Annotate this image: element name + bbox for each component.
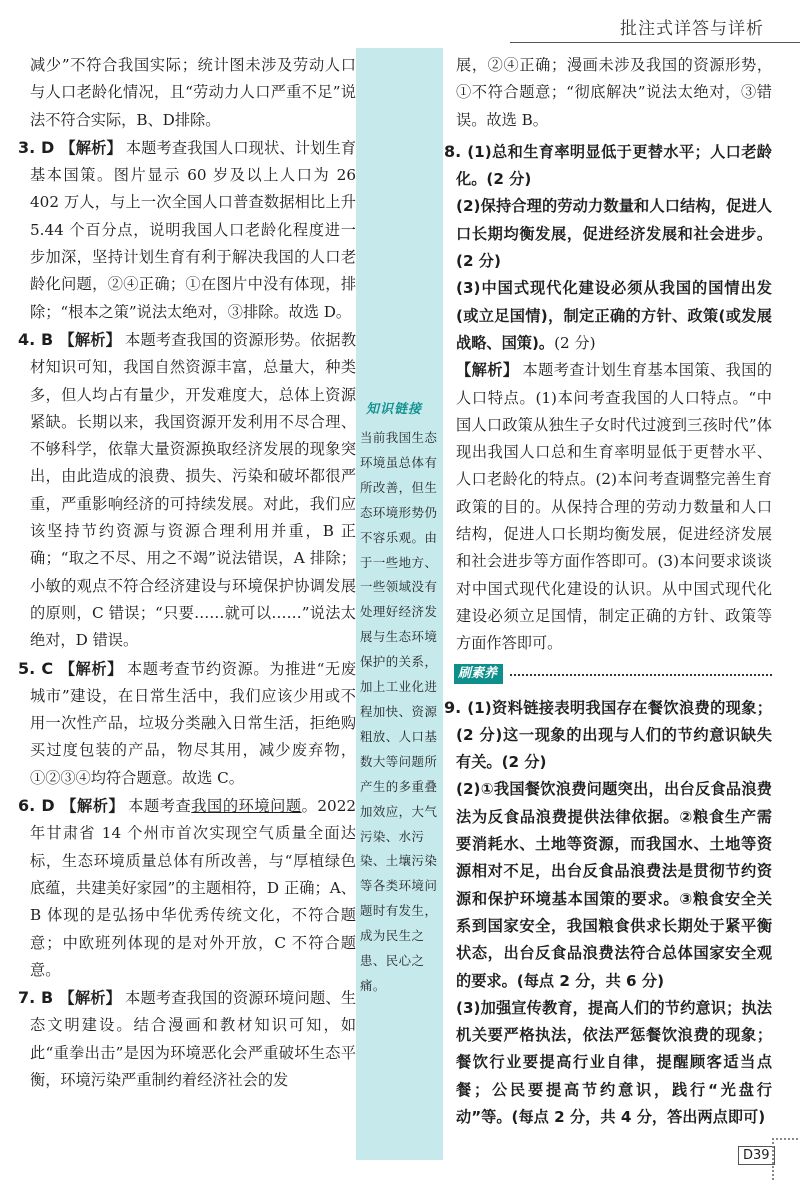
answer-text-underlined: 我国的环境问题 (191, 797, 302, 816)
analysis-label: 【解析】 (59, 989, 122, 1008)
analysis-label: 【解析】 (60, 138, 122, 157)
answer-text: 本题考查我国的资源环境问题、生态文明建设。结合漫画和教材知识可知，如此“重拳出击”是因为环境恶化会严重破坏生态平衡，环境污染严重制约着经济社会的发 (30, 989, 357, 1089)
answer-text-post: 。2022 年甘肃省 14 个州市首次实现空气质量全面达标，生态环境质量总体有所改善，与“厚植绿色底蕴，共建美好家园”的主题相符，D 正确；A、B 体现的是弘扬中华优秀传统文化，不符合题意；中欧班列体现的是对外开放，C 不符合题意。 (30, 797, 357, 979)
answer-number: 8. (444, 141, 462, 161)
section-divider (454, 662, 772, 688)
knowledge-link-title: 知识链接 (366, 402, 423, 417)
answer-number: 5. C (18, 658, 54, 678)
knowledge-link-text: 当前我国生态环境虽总体有所改善，但生态环境形势仍不容乐观。由于一些地方、一些领域没有处理好经济发展与生态环境保护的关系，加上工业化进程加快、资源粗放、人口基数大等问题所产生的多重叠加效应，大气污染、水污染、土壤污染等各类环境问题时有发生，成为民生之患、民心之痛。 (360, 430, 438, 993)
analysis-label: 【解析】 (59, 659, 123, 678)
left-intro: 减少”不符合我国实际；统计图未涉及劳动人口与人口老龄化情况，且“劳动力人口严重不足”说法不符合实际，B、D排除。 (30, 56, 356, 129)
knowledge-link-sidebar (356, 48, 443, 1160)
analysis-label: 【解析】 (60, 797, 125, 816)
dotted-rule (510, 674, 772, 676)
answer-8-analysis: 本题考查计划生育基本国策、我国的人口特点。(1)本问考查我国的人口特点。“中国人口政策从独生子女时代过渡到三孩时代”体现出我国人口总和生育率明显低于更替水平、人口老龄化的特点。(2)本问考查调整完善生育政策的目的。从保持合理的劳动力数量和人口结构，促进人口长期均衡发展，促进经济发展和社会进步等方面作答即可。(3)本问要求谈谈对中国式现代化建设的认识。从中国式现代化建设必须立足国情，制定正确的方针、政策等方面作答即可。 (456, 361, 773, 653)
answer-6 (18, 792, 357, 984)
answer-number: 4. B (18, 329, 54, 349)
answer-8-part1: (1)总和生育率明显低于更替水平；人口老龄化。(2 分) (456, 142, 772, 189)
answer-7 (18, 984, 357, 1094)
answer-number: 9. (444, 697, 462, 717)
answer-number: 7. B (18, 988, 54, 1008)
page-header (0, 0, 800, 48)
answer-8-part3: (3)中国式现代化建设必须从我国的国情出发(或立足国情)，制定正确的方针、政策(或发展战略、国策)。 (456, 279, 772, 352)
answer-4 (18, 326, 357, 655)
answer-8-part3-score: (2 分) (554, 333, 596, 352)
analysis-label: 【解析】 (456, 361, 519, 380)
right-column (444, 52, 773, 1131)
answer-number: 3. D (18, 137, 55, 157)
answer-text: 本题考查节约资源。为推进“无废城市”建设，在日常生活中，我们应该少用或不用一次性产品，垃圾分类融入日常生活，拒绝购买过度包装的产品，物尽其用，减少废弃物，①②③④均符合题意。故选 C。 (30, 659, 357, 787)
answer-3 (18, 134, 357, 326)
right-intro: 展，②④正确；漫画未涉及我国的资源形势，①不符合题意；“彻底解决”说法太绝对，③错误。故选 B。 (456, 56, 772, 129)
answer-8 (444, 138, 773, 658)
answer-text-pre: 本题考查 (128, 797, 192, 816)
left-column (18, 52, 357, 1094)
page-number: D39 (738, 1146, 775, 1165)
answer-5 (18, 655, 357, 792)
brush-tag: 刷素养 (454, 664, 503, 684)
corner-decoration (772, 1138, 798, 1180)
answer-9 (444, 694, 772, 1132)
answer-text: 本题考查我国人口现状、计划生育基本国策。图片显示 60 岁及以上人口为 26 402 万人，与上一次全国人口普查数据相比上升 5.44 个百分点，说明我国人口老龄化程度进一步加深，坚持计划生育有利于解决我国的人口老龄化问题，②④正确；①在图片中没有体现，排除；“根本之策”说法太绝对，③排除。故选 D。 (30, 138, 357, 321)
analysis-label: 【解析】 (59, 330, 122, 349)
answer-text: 本题考查我国的资源形势。依据教材知识可知，我国自然资源丰富，总量大，种类多，但人均占有量少，开发难度大，总体上资源紧缺。长期以来，我国资源开发利用不尽合理、不够科学，依靠大量资源换取经济发展的现象突出，由此造成的浪费、损失、污染和破坏都很严重，严重影响经济的可持续发展。对此，我们应该坚持节约资源与资源合理利用并重，B 正确；“取之不尽、用之不竭”说法错误，A 排除；小敏的观点不符合经济建设与环境保护协调发展的原则，C 错误；“只要……就可以……”说法太绝对，D 错误。 (30, 330, 357, 650)
header-rule (510, 42, 800, 43)
answer-9-part3: (3)加强宣传教育，提高人们的节约意识；执法机关要严格执法，依法严惩餐饮浪费的现象；餐饮行业要提高行业自律，提醒顾客适当点餐；公民要提高节约意识，践行“光盘行动”等。(每点 2 分，共 4 分，答出两点即可) (456, 998, 772, 1126)
answer-8-part2: (2)保持合理的劳动力数量和人口结构，促进人口长期均衡发展，促进经济发展和社会进步。(2 分) (456, 197, 772, 271)
header-title: 批注式详答与详析 (620, 19, 764, 39)
answer-9-part2: (2)①我国餐饮浪费问题突出，出台反食品浪费法为反食品浪费提供法律依据。②粮食生产需要消耗水、土地等资源，而我国水、土地等资源相对不足，出台反食品浪费法是贯彻节约资源和保护环境基本国策的要求。③粮食安全关系到国家安全，我国粮食供求长期处于紧平衡状态，出台反食品浪费法符合总体国家安全观的要求。(每点 2 分，共 6 分) (456, 780, 772, 990)
answer-number: 6. D (18, 796, 55, 816)
answer-9-part1: (1)资料链接表明我国存在餐饮浪费的现象；(2 分)这一现象的出现与人们的节约意识缺失有关。(2 分) (456, 698, 772, 772)
